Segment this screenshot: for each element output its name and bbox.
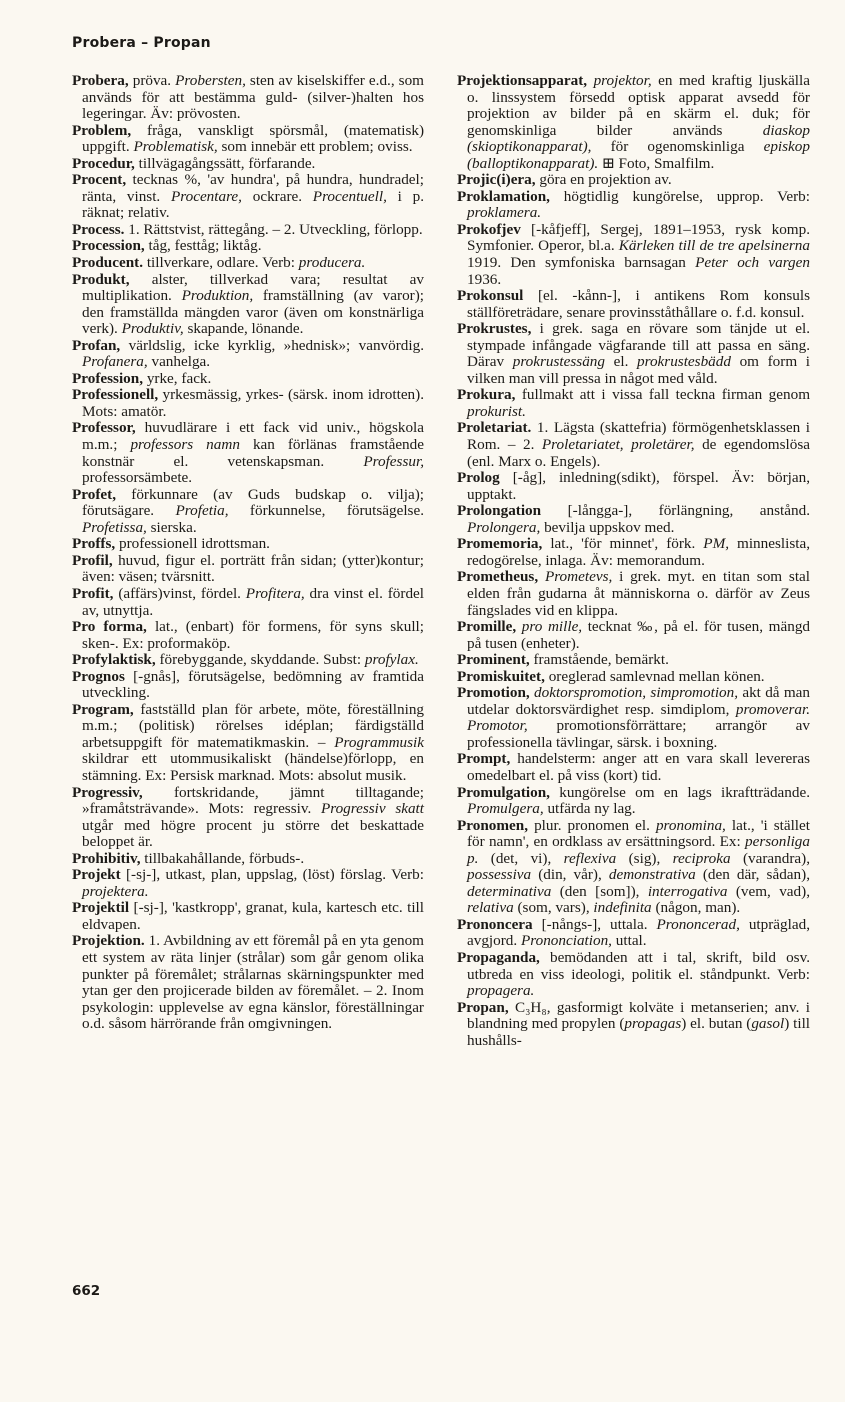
- definition: bemödanden att i tal, skrift, bild osv. utbreda en viss ideologi, politik el. ståndpunkt. Verb: propagera.: [467, 948, 810, 1000]
- headword: Progressiv,: [72, 783, 143, 801]
- definition: i grek. saga en rövare som tänjde ut el. stympade infångade vägfarande till att passa en säng. Därav prokrustessäng el. prokrustesbädd om form i vilken man vill pressa in något med våld.: [467, 320, 810, 387]
- dictionary-entry: [457, 222, 810, 288]
- headword: Prolongation: [457, 502, 542, 520]
- headword: Projektil: [72, 899, 130, 917]
- definition: [-nångs-], uttala. Prononcerad, utpräglad, avgjord. Prononciation, uttal.: [467, 915, 810, 950]
- definition: förkunnare (av Guds budskap o. vilja); förutsägare. Profetia, förkunnelse, förutsägelse. Profetissa, sierska.: [82, 485, 425, 536]
- definition: [-åg], inledning(sdikt), förspel. Äv: början, upptakt.: [467, 469, 810, 503]
- definition: 1. Rättstvist, rättegång. – 2. Utveckling, förlopp.: [128, 220, 423, 238]
- dictionary-entry: [72, 172, 424, 222]
- dictionary-entry: [457, 652, 810, 669]
- headword: Promulgation,: [457, 783, 550, 801]
- definition: pröva. Probersten, sten av kiselskiffer e.d., som används för att bestämma guld- (silver-)halten hos legeringar. Äv: prövosten.: [82, 72, 424, 123]
- headword: Produkt,: [72, 270, 130, 288]
- dictionary-entry: [72, 785, 424, 851]
- dictionary-entry: [457, 685, 810, 751]
- definition: tåg, festtåg; liktåg.: [148, 237, 262, 255]
- headword: Promotion,: [457, 684, 530, 702]
- dictionary-entry: [457, 569, 810, 619]
- dictionary-entry: [72, 73, 424, 123]
- running-head: Probera – Propan: [72, 35, 211, 51]
- dictionary-entry: [72, 851, 424, 868]
- dictionary-entry: [457, 785, 810, 818]
- definition: projektor, en med kraftig ljuskälla o. linssystem försedd optisk apparat avsedd för projektion av bilder på en skärm el. duk; för genomskinliga bilder används diaskop (skioptikonapparat), för ogenomskinliga episkop (balloptikonapparat). ⊞ Foto, Smalfilm.: [467, 72, 810, 172]
- headword: Projekt: [72, 866, 121, 884]
- definition: framstående, bemärkt.: [533, 651, 669, 669]
- dictionary-entry: [457, 669, 810, 686]
- dictionary-entry: [72, 652, 424, 669]
- definition: fullmakt att i vissa fall teckna firman genom prokurist.: [467, 386, 811, 420]
- dictionary-entry: [72, 933, 424, 1032]
- headword: Pro forma,: [72, 618, 147, 636]
- headword: Prolog: [457, 469, 500, 487]
- dictionary-entry: [457, 189, 810, 222]
- definition: förebyggande, skyddande. Subst: profylax.: [159, 651, 419, 669]
- definition: fråga, vanskligt spörsmål, (matematisk) uppgift. Problematisk, som innebär ett problem; oviss.: [82, 121, 425, 156]
- dictionary-entry: [72, 387, 424, 420]
- headword: Profylaktisk,: [72, 651, 156, 669]
- headword: Profit,: [72, 584, 114, 602]
- headword: Propaganda,: [457, 948, 540, 966]
- definition: 1. Avbildning av ett föremål på en yta genom ett system av räta linjer (strålar) som går genom olika punkter på föremålet; strålarnas skärningspunkter med ytan ger den projicerade bilden av föremålet. – 2. Inom psykologin: upplevelse av egna känslor, föreställningar o.d. såsom härrörande från omgivningen.: [82, 932, 424, 1033]
- definition: [-långgа-], förlängning, anstånd. Prolongera, bevilja uppskov med.: [467, 502, 811, 536]
- definition: [-sj-], 'kastkropp', granat, kula, kartesch etc. till eldvapen.: [82, 899, 424, 933]
- definition: tecknas %, 'av hundra', på hundra, hundradel; ränta, vinst. Procentare, ockrare. Procentuell, i p. räknat; relativ.: [82, 171, 424, 222]
- definition: [-sj-], utkast, plan, uppslag, (löst) förslag. Verb: projektera.: [82, 866, 424, 900]
- dictionary-entry: [457, 917, 810, 950]
- headword: Profan,: [72, 336, 121, 354]
- definition: Prometevs, i grek. myt. en titan som stal elden från gudarna åt människorna o. därför av Zeus fängslades vid en klippa.: [467, 568, 810, 619]
- headword: Pronomen,: [457, 816, 529, 834]
- left-column: [72, 73, 424, 1033]
- headword: Prokrustes,: [457, 320, 532, 338]
- dictionary-entry: [72, 222, 424, 239]
- headword: Projic(i)era,: [457, 171, 536, 189]
- definition: 1. Lägsta (skattefria) förmögenhetsklassen i Rom. – 2. Proletariatet, proletärer, de egendomslösa (enl. Marx o. Engels).: [467, 419, 810, 470]
- definition: yrkesmässig, yrkes- (särsk. inom idrotten). Mots: amatör.: [82, 386, 425, 420]
- dictionary-entry: [72, 156, 424, 173]
- headword: Projektionsapparat,: [457, 72, 588, 89]
- headword: Procedur,: [72, 154, 135, 172]
- definition: kungörelse om en lags ikraftträdande. Promulgera, utfärda ny lag.: [467, 783, 811, 818]
- headword: Proffs,: [72, 535, 116, 553]
- dictionary-entry: [457, 751, 810, 784]
- dictionary-entry: [72, 371, 424, 388]
- definition: professionell idrottsman.: [118, 535, 270, 553]
- dictionary-entry: [72, 338, 424, 371]
- headword: Prometheus,: [457, 568, 539, 586]
- dictionary-entry: [72, 619, 424, 652]
- dictionary-entry: [457, 288, 810, 321]
- definition: fastställd plan för arbete, möte, föreställning m.m.; (politisk) rörelses idéplan; färdigställd arbetsuppgift för matematikmaskin. – Programmusik skildrar ett utommusikaliskt (händelse)förlopp, en stämning. Ex: Persisk marknad. Mots: absolut musik.: [82, 700, 425, 784]
- definition: alster, tillverkad vara; resultat av multiplikation. Produktion, framställning (av varor); den framställda mängden varor (även om konstnärliga verk). Produktiv, skapande, lönande.: [82, 270, 424, 338]
- headword: Procent,: [72, 171, 127, 189]
- definition: C₃H₈, gasformigt kolväte i metanserien; anv. i blandning med propylen (propagas) el. butan (gasol) till hushålls-: [467, 998, 811, 1049]
- headword: Proletariat.: [457, 419, 532, 437]
- headword: Prohibitiv,: [72, 849, 141, 867]
- dictionary-entry: [457, 387, 810, 420]
- dictionary-entry: [72, 238, 424, 255]
- definition: oreglerad samlevnad mellan könen.: [548, 667, 765, 685]
- headword: Professor,: [72, 419, 136, 437]
- headword: Problem,: [72, 121, 132, 139]
- headword: Profession,: [72, 369, 144, 387]
- dictionary-entry: [457, 420, 810, 470]
- headword: Program,: [72, 700, 134, 718]
- headword: Producent.: [72, 254, 144, 272]
- dictionary-entry: [72, 487, 424, 537]
- headword: Prokura,: [457, 386, 516, 404]
- definition: [el. -kånn-], i antikens Rom konsuls ställföreträdare, senare provinsståthållare o. f.d. konsul.: [467, 287, 811, 321]
- headword: Promille,: [457, 618, 517, 636]
- dictionary-entry: [457, 503, 810, 536]
- definition: [-kåfjeff], Sergej, 1891–1953, rysk komp. Symfonier. Operor, bl.a. Kärleken till de tre apelsinerna 1919. Den symfoniska barnsagan Peter och vargen 1936.: [467, 220, 811, 288]
- headword: Projektion.: [72, 932, 145, 950]
- headword: Prokofjev: [457, 220, 521, 238]
- headword: Prokonsul: [457, 287, 524, 305]
- dictionary-entry: [457, 321, 810, 387]
- dictionary-entry: [72, 272, 424, 338]
- headword: Promemoria,: [457, 535, 543, 553]
- right-column: [457, 73, 810, 1049]
- definition: högtidlig kungörelse, upprop. Verb: proklamera.: [467, 187, 810, 222]
- dictionary-entry: [72, 255, 424, 272]
- definition: doktorspromotion, simpromotion, akt då man utdelar doktorsvärdighet resp. simdiplom, promoverar. Promotor, promotionsförrättare; arrangör av professionella tävlingar, särsk. i boxning.: [467, 684, 810, 751]
- headword: Process.: [72, 220, 125, 238]
- definition: huvud, figur el. porträtt från sidan; (ytter)kontur; även: väsen; tvärsnitt.: [82, 551, 424, 586]
- headword: Probera,: [72, 72, 129, 89]
- headword: Procession,: [72, 237, 145, 255]
- dictionary-entry: [72, 536, 424, 553]
- dictionary-entry: [457, 619, 810, 652]
- headword: Professionell,: [72, 386, 159, 404]
- dictionary-entry: [72, 586, 424, 619]
- headword: Proklamation,: [457, 187, 550, 205]
- definition: huvudlärare i ett fack vid univ., högskola m.m.; professors namn kan förlänas framstående konstnär el. vetenskapsman. Professur, professorsämbete.: [82, 419, 425, 487]
- dictionary-entry: [457, 73, 810, 172]
- definition: tillverkare, odlare. Verb: producera.: [146, 254, 366, 272]
- dictionary-entry: [457, 950, 810, 1000]
- definition: (affärs)vinst, fördel. Profitera, dra vinst el. fördel av, utnyttja.: [82, 584, 424, 619]
- dictionary-entry: [72, 553, 424, 586]
- definition: lat., 'för minnet', förk. PM, minneslista, redogörelse, inlaga. Äv: memorandum.: [467, 535, 810, 569]
- definition: göra en projektion av.: [539, 171, 672, 189]
- headword: Prognos: [72, 667, 125, 685]
- definition: handelsterm: anger att en vara skall levereras omedelbart el. på viss (kort) tid.: [467, 750, 811, 784]
- dictionary-entry: [457, 470, 810, 503]
- definition: pro mille, tecknat ‰, på el. för tusen, mängd på tusen (enheter).: [467, 618, 811, 652]
- definition: fortskridande, jämnt tilltagande; »framåtsträvande». Mots: regressiv. Progressiv skatt utgår med högre procent ju större det beskattade beloppet är.: [82, 783, 425, 851]
- definition: plur. pronomen el. pronomina, lat., 'i stället för namn', en ordklass av ersättningsord. Ex: personliga p. (det, vi), reflexiva (sig), reciproka (varandra), possessiva (din, vår), demonstrativa (den där, sådan), determinativa (den [som]), interrogativa (vem, vad), relativa (som, vars), indefinita (någon, man).: [467, 816, 811, 917]
- dictionary-entry: [457, 172, 810, 189]
- headword: Prompt,: [457, 750, 511, 768]
- headword: Propan,: [457, 998, 509, 1016]
- definition: tillvägagångssätt, förfarande.: [138, 154, 316, 172]
- dictionary-entry: [72, 867, 424, 900]
- dictionary-entry: [72, 420, 424, 486]
- headword: Profet,: [72, 485, 116, 503]
- dictionary-entry: [457, 536, 810, 569]
- dictionary-entry: [457, 1000, 810, 1050]
- dictionary-entry: [72, 123, 424, 156]
- headword: Prononcera: [457, 915, 533, 933]
- dictionary-entry: [72, 900, 424, 933]
- definition: världslig, icke kyrklig, »hednisk»; vanvördig. Profanera, vanhelga.: [82, 336, 424, 371]
- definition: [-gnås], förutsägelse, bedömning av framtida utveckling.: [82, 667, 424, 702]
- definition: tillbakahållande, förbuds-.: [144, 849, 305, 867]
- headword: Prominent,: [457, 651, 530, 669]
- dictionary-entry: [72, 702, 424, 785]
- dictionary-entry: [72, 669, 424, 702]
- definition: yrke, fack.: [146, 369, 212, 387]
- definition: lat., (enbart) för formens, för syns skull; sken-. Ex: proformaköp.: [82, 618, 424, 652]
- page-number: 662: [72, 1283, 101, 1299]
- dictionary-entry: [457, 818, 810, 917]
- headword: Promiskuitet,: [457, 667, 545, 685]
- headword: Profil,: [72, 551, 113, 569]
